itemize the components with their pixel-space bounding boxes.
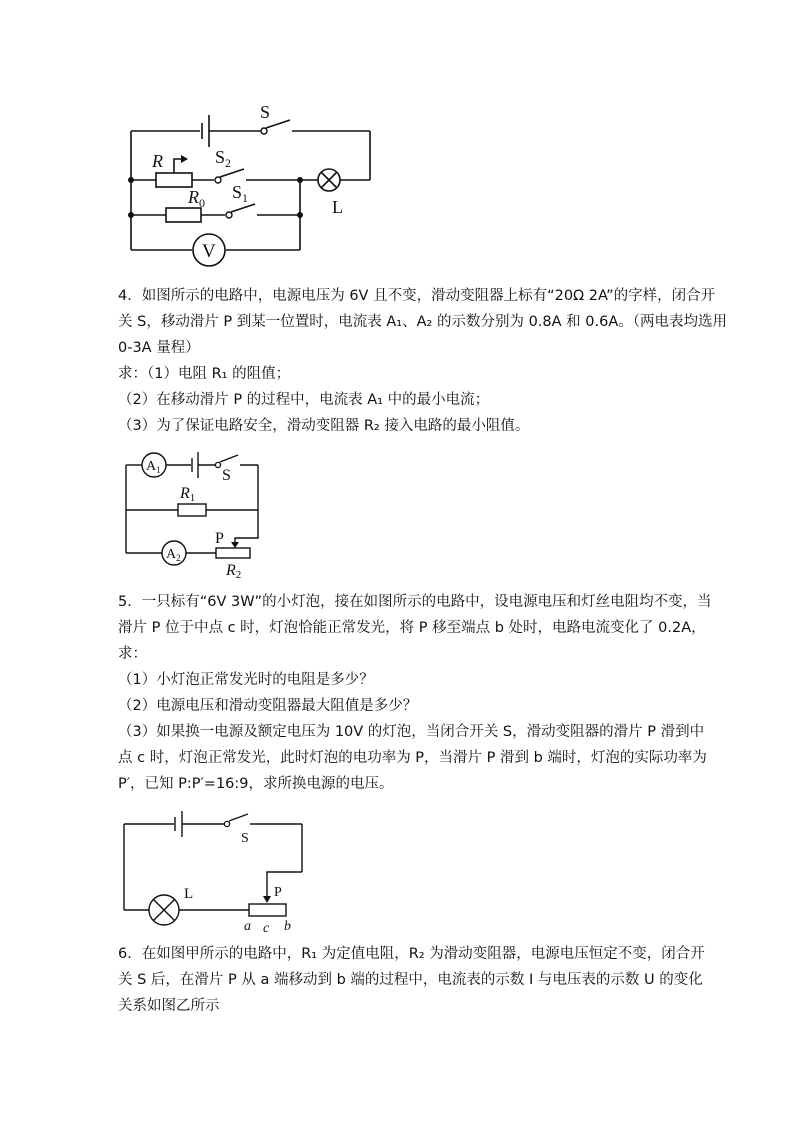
slider-arrow-icon [263,896,271,903]
rheostat-r-label: R [152,151,163,171]
circuit-diagram-1 [120,95,390,275]
switch-s-label: S [241,831,249,846]
question-4 [118,283,727,439]
switch-s-label: S [222,467,231,484]
resistor-r0-label: $R_0$ [188,187,205,210]
terminal-a-label: a [244,919,251,934]
terminal-b-label: b [284,919,291,934]
slider-p-label: P [274,885,282,900]
q6-line-2: 关 S 后，在滑片 P 从 a 端移动到 b 端的过程中，电流表的示数 I 与电压表的示数 U 的变化 [118,972,703,988]
slider-p-label: P [215,530,224,547]
q5-line-6: （3）如果换一电源及额定电压为 10V 的灯泡，当闭合开关 S，滑动变阻器的滑片 P 滑到中 [118,724,705,740]
q4-line-4: 求：（1）电阻 R₁ 的阻值； [118,366,291,382]
q5-line-3: 求： [118,646,147,662]
question-5 [118,589,712,797]
circuit-diagram-3 [118,810,308,935]
lamp-l-label: L [184,886,194,902]
q4-line-6: （3）为了保证电路安全，滑动变阻器 R₂ 接入电路的最小阻值。 [118,418,530,434]
switch-s-label: S [260,102,271,122]
q5-line-7: 点 c 时，灯泡正常发光，此时灯泡的电功率为 P，当滑片 P 滑到 b 端时，灯泡的实际功率为 [118,750,707,766]
q5-line-2: 滑片 P 位于中点 c 时，灯泡恰能正常发光，将 P 移至端点 b 处时，电路电流变化了 0.2A， [118,620,706,636]
rheostat-r2-label: R2 [226,562,242,581]
resistor-r1-label: R1 [180,485,196,504]
switch-s2-label: $S_2$ [215,147,232,170]
q4-line-2: 关 S，移动滑片 P 到某一位置时，电流表 A₁、A₂ 的示数分别为 0.8A 和 0.6A。（两电表均选用 [118,314,727,330]
q6-line-3: 关系如图乙所示 [118,998,220,1014]
circuit-diagram-2 [118,448,268,582]
q4-line-5: （2）在移动滑片 P 的过程中，电流表 A₁ 中的最小电流； [118,392,490,408]
ammeter-a2-label: $A_2$ [166,547,181,563]
q5-line-4: （1）小灯泡正常发光时的电阻是多少？ [118,672,374,688]
q4-line-1: 4．如图所示的电路中，电源电压为 6V 且不变，滑动变阻器上标有“20Ω 2A”的字样，闭合开 [118,288,716,304]
q5-line-8: P′，已知 P:P′=16:9，求所换电源的电压。 [118,776,394,792]
q5-line-1: 5．一只标有“6V 3W”的小灯泡，接在如图所示的电路中，设电源电压和灯丝电阻均不变，当 [118,594,712,610]
q5-line-5: （2）电源电压和滑动变阻器最大阻值是多少？ [118,698,418,714]
voltmeter-v-label: V [202,241,216,262]
question-6 [118,941,705,1019]
q6-line-1: 6．在如图甲所示的电路中，R₁ 为定值电阻，R₂ 为滑动变阻器，电源电压恒定不变，闭合开 [118,946,705,962]
slider-arrow-icon [231,542,239,548]
slider-arrow-icon [181,155,188,163]
ammeter-a1-label: $A_1$ [146,459,161,475]
q4-line-3: 0-3A 量程） [118,340,200,356]
lamp-l-label: L [332,197,343,217]
midpoint-c-label: c [263,921,270,935]
switch-s1-label: $S_1$ [232,182,249,205]
